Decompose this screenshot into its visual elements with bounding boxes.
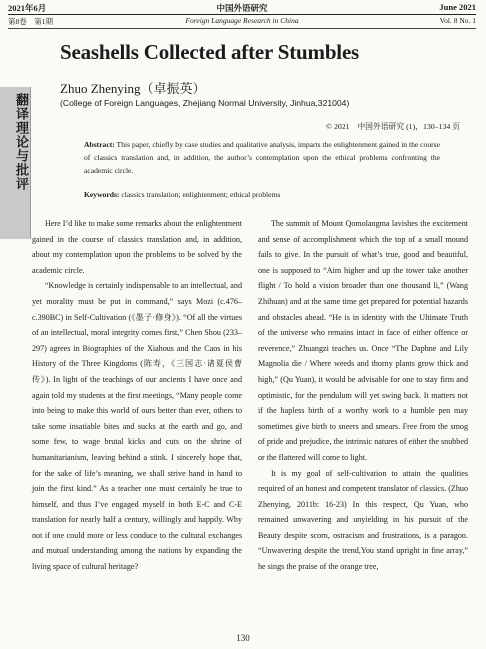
body-paragraph: It is my goal of self-cultivation to attain the qualities required of an honest and competent translator of classics. (Zhuo Zhenying, 2011b: 16-23) In this respect, Qu Yuan, who remained unwavering and unyielding in his pursuit of the Beauty despite scorn, ostracism and frustrations, is a paragon. “Unwavering despite the trend,You stand upright in fine array,” he sings the praise of the orange tree,: [258, 468, 468, 572]
abstract: [84, 138, 440, 178]
header-volume-en: Vol. 8 No. 1: [439, 16, 476, 25]
keywords-text: classics translation; enlightenment; ethical problems: [119, 190, 281, 199]
keywords-label: Keywords:: [84, 190, 120, 199]
header-rule-top: [8, 14, 476, 15]
body-paragraph: “Knowledge is certainly indispensable to an intellectual, and yet morality must be put in command,” says Mozi (c.476–c.390BC) in Self-Cultivation (《墨子·修身》). “Of all the virtues of an intellectual, moral integrity comes first,” Chen Shou (233–297) agrees in Biographies of the Xiahous and the Caos in his History of the Three Kingdoms (陈寿，《三国志·诸夏侯曹传》). In light of the teachings of our ancients I have once and again told my students at the first meetings, “Many people come into being to make this world of ours better than ever, others to take some insatiable bites and sucks at the earth and go, and some few, to wage brutal kicks and cuts on the shrine of humanitarianism, leaving behind a stink. I sincerely hope that, for the sake of life’s meaning, we shall strive hand in hand to join the first kind.” As a teacher one must certainly be true to himself, and thus I’ve engaged myself in both E-C and C-E translation for nearly half a century, willingly and happily. Why not if one could more or less conduce to the cultural exchanges and mutual understanding among the nations by expanding the living space of cultural heritage?: [32, 281, 242, 572]
page-number: 130: [236, 633, 250, 643]
citation-line: © 2021 中国外语研究 (1)，130–134 页: [326, 122, 460, 131]
body-paragraph: The summit of Mount Qomolangma lavishes the excitement and sense of accomplishment which the top of a small mound fails to give. In the pursuit of what’s true, good and beautiful, one is supposed to “Aim higher and up the tower take another flight / To hold a vision broader than one thousand li,” (Wang Zhihuan) and at the same time get prepared for potential hazards and obstacles ahead. “He is in identity with the Ultimate Truth of the universe who remains intact in face of either offence or reverence,” Zhuangzi teaches us. Once “The Daphne and Lily Magnolia die / Where weeds and thorny plants grow thick and high,” (Qu Yuan), it would be advisable for one to stay firm and optimistic, for the pendulum will yet swing back. It matters not if the hapless birth of a worthy work to a humble pen may sometimes give birth to sneers and smears. Free from the smog of pride and prejudice, the intrinsic natures of either the snubbed or the flattered will come to light.: [258, 219, 468, 462]
section-tab: [0, 87, 31, 239]
header-date-en: June 2021: [439, 2, 476, 12]
body-paragraph: Here I’d like to make some remarks about the enlightenment gained in the course of classics translation and, in addition, about my contemplation upon the problems to be solved by the academic circle.: [32, 219, 242, 275]
running-header: [0, 0, 486, 40]
header-volume-cn: 第8卷 第1期: [8, 17, 53, 26]
body-column-left: [32, 216, 242, 575]
section-tab-label: 翻译理论与批评: [13, 93, 28, 191]
abstract-label: Abstract:: [84, 140, 115, 149]
header-sub-line: [8, 16, 476, 28]
header-date-cn: 2021年6月: [8, 3, 47, 13]
article-title: Seashells Collected after Stumbles: [60, 40, 360, 64]
article-author: Zhuo Zhenying（卓振英）: [60, 81, 206, 96]
body-column-right: [258, 216, 468, 575]
abstract-text: This paper, chiefly by case studies and qualitative analysis, imparts the enlightenment gained in the course of classics translation and, in addition, the author’s contemplation upon the ethical problems confronting the academic circle.: [84, 140, 440, 176]
keywords: [84, 190, 440, 199]
article-affiliation: (College of Foreign Languages, Zhejiang Normal University, Jinhua,321004): [60, 98, 350, 108]
header-journal-cn: 中国外语研究: [216, 3, 268, 13]
header-journal-en: Foreign Language Research in China: [185, 16, 299, 25]
header-rule-bottom: [8, 28, 476, 29]
